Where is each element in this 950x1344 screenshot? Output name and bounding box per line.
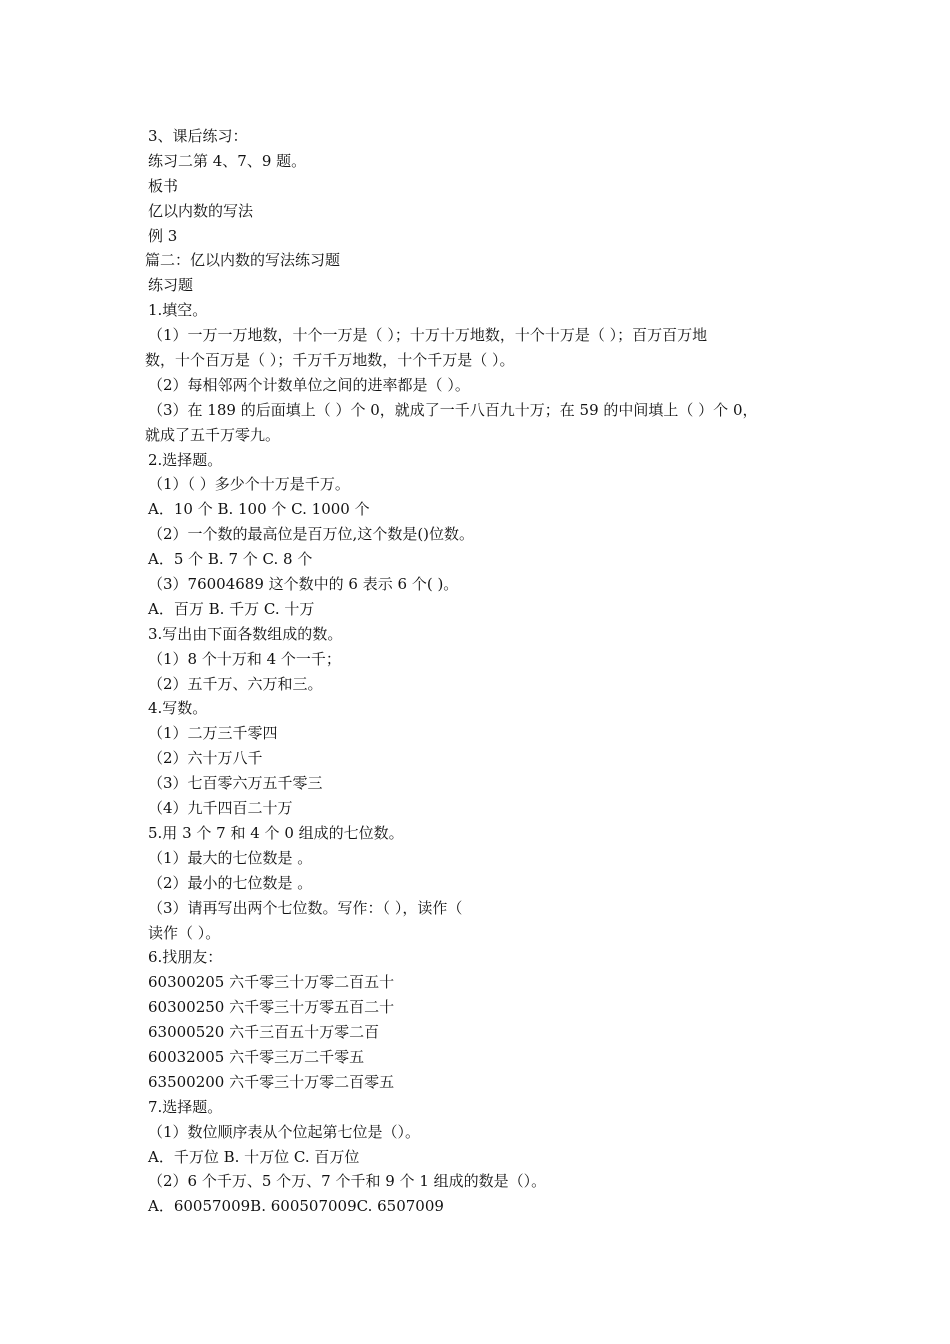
text-line: 数，十个百万是（ ）；千万千万地数，十个千万是（ ）。 <box>145 351 515 370</box>
text-line: （3）在 189 的后面填上（ ）个 0，就成了一千八百九十万；在 59 的中间填上（ ）个 0， <box>148 400 758 419</box>
text-line: （2）6 个千万、5 个万、7 个千和 9 个 1 组成的数是（）。 <box>148 1172 547 1191</box>
text-line: 60300205 六千零三十万零二百五十 <box>148 973 395 992</box>
text-line: A．60057009B. 600507009C. 6507009 <box>148 1197 444 1216</box>
text-line: （2）五千万、六万和三。 <box>148 674 323 693</box>
text-line: 60300250 六千零三十万零五百二十 <box>148 998 395 1017</box>
text-line: （4）九千四百二十万 <box>148 799 293 818</box>
text-line: （3）76004689 这个数中的 6 表示 6 个( )。 <box>148 575 459 594</box>
text-line: （1）数位顺序表从个位起第七位是（）。 <box>148 1122 421 1141</box>
text-line: A．5 个 B. 7 个 C. 8 个 <box>148 550 313 569</box>
text-line: （3）七百零六万五千零三 <box>148 774 323 793</box>
text-line: 6.找朋友： <box>148 948 223 967</box>
text-line: 7.选择题。 <box>148 1097 223 1116</box>
text-line: （1）8 个十万和 4 个一千； <box>148 649 341 668</box>
text-line: （1）二万三千零四 <box>148 724 278 743</box>
text-line: A．10 个 B. 100 个 C. 1000 个 <box>148 500 370 519</box>
text-line: （2）六十万八千 <box>148 749 263 768</box>
text-line: 5.用 3 个 7 和 4 个 0 组成的七位数。 <box>148 823 404 842</box>
text-line: 练习题 <box>148 276 194 295</box>
text-line: （1）一万一万地数，十个一万是（ ）；十万十万地数，十个十万是（ ）；百万百万地 <box>148 326 708 345</box>
text-line: 60032005 六千零三万二千零五 <box>148 1047 365 1066</box>
text-line: 就成了五千万零九。 <box>145 425 281 444</box>
text-line: A．百万 B. 千万 C. 十万 <box>148 599 315 618</box>
text-line: 例 3 <box>148 226 178 245</box>
text-line: 3.写出由下面各数组成的数。 <box>148 624 343 643</box>
text-line: 读作（ ）。 <box>148 923 221 942</box>
document-body <box>145 124 815 1219</box>
text-line: （2）最小的七位数是 。 <box>148 873 313 892</box>
text-line: 4.写数。 <box>148 699 208 718</box>
text-line: （1）最大的七位数是 。 <box>148 848 313 867</box>
text-line: 3、课后练习： <box>148 127 248 145</box>
text-line: 1.填空。 <box>148 301 208 320</box>
text-line: A．千万位 B. 十万位 C. 百万位 <box>148 1147 360 1166</box>
text-line: 63500200 六千零三十万零二百零五 <box>148 1072 395 1091</box>
text-line: （2）每相邻两个计数单位之间的进率都是（ ）。 <box>148 375 470 394</box>
text-line: 2.选择题。 <box>148 450 223 469</box>
text-line: 63000520 六千三百五十万零二百 <box>148 1023 380 1042</box>
text-line: （3）请再写出两个七位数。写作：（ ），读作（ <box>148 898 463 917</box>
text-line: 练习二第 4、7、9 题。 <box>148 151 307 170</box>
text-line: （1）（ ）多少个十万是千万。 <box>148 475 350 494</box>
text-line: 篇二：亿以内数的写法练习题 <box>145 251 341 270</box>
text-line: 板书 <box>148 176 179 195</box>
text-line: 亿以内数的写法 <box>148 201 254 220</box>
text-line: （2）一个数的最高位是百万位,这个数是()位数。 <box>148 525 475 544</box>
